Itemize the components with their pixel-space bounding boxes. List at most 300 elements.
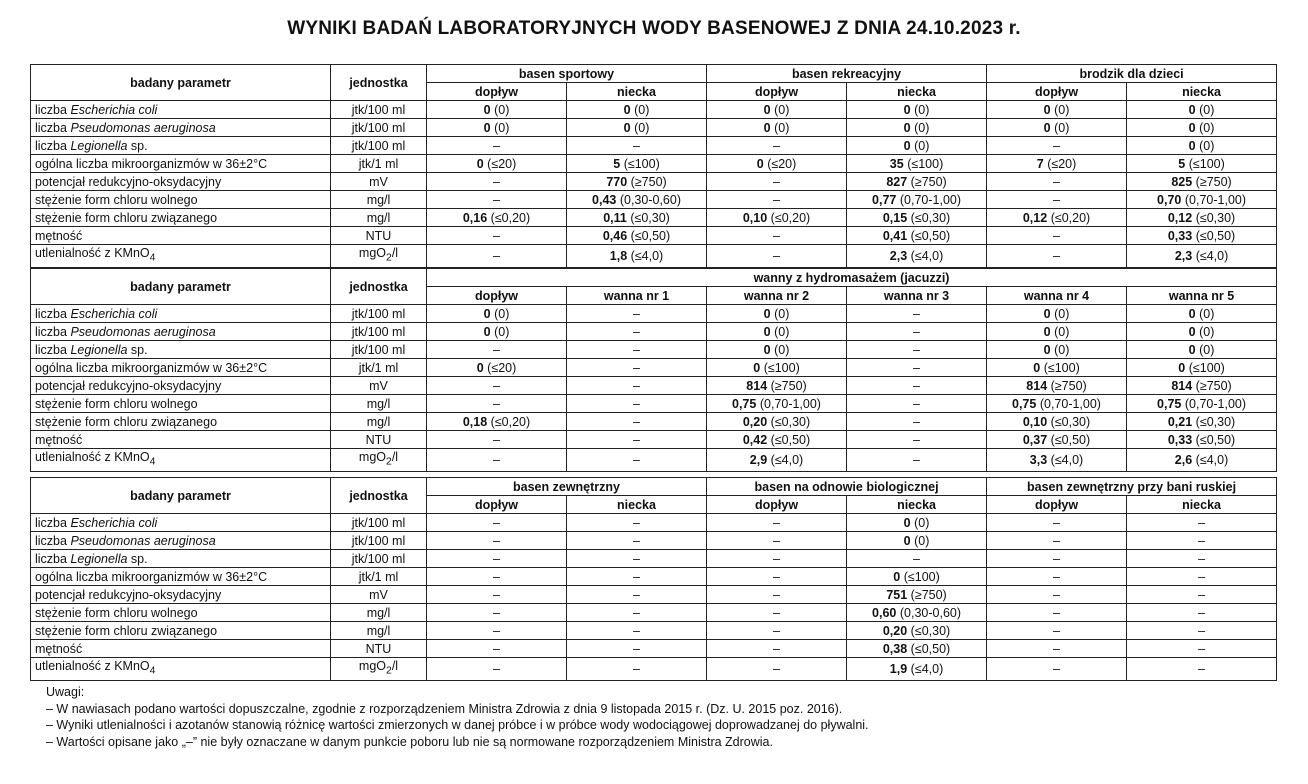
result-value: – xyxy=(913,551,920,566)
result-cell xyxy=(567,431,707,449)
table-row xyxy=(31,137,1277,155)
table-row xyxy=(31,359,1277,377)
result-cell xyxy=(987,101,1127,119)
table-row xyxy=(31,413,1277,431)
result-cell xyxy=(567,155,707,173)
subscript: 2 xyxy=(386,665,392,677)
result-value: 0,75 xyxy=(1012,396,1037,411)
unit-cell: mg/l xyxy=(331,604,427,622)
result-value: 751 xyxy=(886,587,908,602)
sample-point-header: dopływ xyxy=(987,496,1127,514)
result-cell xyxy=(427,209,567,227)
species-name: Escherichia coli xyxy=(70,515,158,530)
permissible-limit: (≤0,20) xyxy=(770,210,811,225)
result-cell xyxy=(1127,173,1277,191)
result-cell xyxy=(707,359,847,377)
param-column-header: badany parametr xyxy=(31,269,331,305)
result-cell xyxy=(427,137,567,155)
permissible-limit: (0) xyxy=(1199,324,1215,339)
sample-point-header: wanna nr 3 xyxy=(847,287,987,305)
result-value: – xyxy=(773,587,780,602)
permissible-limit: (0) xyxy=(774,102,790,117)
group-header: brodzik dla dzieci xyxy=(987,65,1277,83)
result-value: – xyxy=(1053,174,1060,189)
result-cell xyxy=(987,550,1127,568)
unit-cell: jtk/1 ml xyxy=(331,155,427,173)
result-cell xyxy=(1127,395,1277,413)
result-value: 825 xyxy=(1171,174,1193,189)
result-cell xyxy=(567,532,707,550)
permissible-limit: (≤20) xyxy=(487,360,517,375)
permissible-limit: (≤0,30) xyxy=(910,210,951,225)
result-value: – xyxy=(913,414,920,429)
result-value: 0,20 xyxy=(742,414,768,429)
results-table-2 xyxy=(30,268,1277,472)
result-cell xyxy=(847,658,987,681)
permissible-limit: (≤100) xyxy=(1188,360,1225,375)
result-value: 0 xyxy=(623,120,631,135)
result-cell xyxy=(847,532,987,550)
result-value: 0,37 xyxy=(1022,432,1048,447)
result-cell xyxy=(987,377,1127,395)
unit-cell: mg/l xyxy=(331,209,427,227)
result-cell xyxy=(567,101,707,119)
note-line: – W nawiasach podano wartości dopuszczalne, zgodnie z rozporządzeniem Ministra Zdrowia z dnia 9 listopada 2015 r. (Dz. U. 2015 poz. 2016). xyxy=(46,701,843,716)
result-value: – xyxy=(633,533,640,548)
permissible-limit: (≤0,50) xyxy=(1050,432,1091,447)
result-value: – xyxy=(1053,551,1060,566)
result-value: – xyxy=(773,605,780,620)
result-value: – xyxy=(633,432,640,447)
result-value: 1,8 xyxy=(609,248,628,263)
result-value: – xyxy=(493,515,500,530)
result-value: – xyxy=(913,452,920,467)
unit-cell: jtk/1 ml xyxy=(331,568,427,586)
table-row xyxy=(31,514,1277,532)
result-cell xyxy=(427,431,567,449)
permissible-limit: (0) xyxy=(914,102,930,117)
result-value: 0,12 xyxy=(1167,210,1193,225)
result-cell xyxy=(707,514,847,532)
result-value: – xyxy=(493,587,500,602)
table-row xyxy=(31,341,1277,359)
table-row xyxy=(31,431,1277,449)
table-row xyxy=(31,377,1277,395)
sample-point-header: wanna nr 2 xyxy=(707,287,847,305)
group-header: basen rekreacyjny xyxy=(707,65,987,83)
result-value: – xyxy=(633,605,640,620)
result-value: 0 xyxy=(756,156,764,171)
result-value: – xyxy=(633,587,640,602)
result-cell xyxy=(567,137,707,155)
result-value: – xyxy=(1198,515,1206,530)
result-cell xyxy=(707,209,847,227)
species-name: Legionella xyxy=(70,551,128,566)
result-value: 0 xyxy=(893,569,901,584)
permissible-limit: (≤0,50) xyxy=(910,228,951,243)
param-name: liczba Pseudomonas aeruginosa xyxy=(31,532,331,550)
param-name: potencjał redukcyjno-oksydacyjny xyxy=(31,586,331,604)
result-value: 0 xyxy=(483,102,491,117)
result-value: – xyxy=(493,138,500,153)
table-row xyxy=(31,209,1277,227)
param-name: liczba Legionella sp. xyxy=(31,137,331,155)
result-value: 0,77 xyxy=(872,192,897,207)
permissible-limit: (0) xyxy=(914,533,930,548)
permissible-limit: (≤4,0) xyxy=(910,661,944,676)
result-cell xyxy=(987,532,1127,550)
permissible-limit: (≥750) xyxy=(1195,378,1232,393)
result-cell xyxy=(987,341,1127,359)
result-value: 0,46 xyxy=(602,228,628,243)
permissible-limit: (0) xyxy=(494,306,510,321)
result-cell xyxy=(1127,191,1277,209)
result-cell xyxy=(847,431,987,449)
sample-point-header: niecka xyxy=(1127,83,1277,101)
result-cell xyxy=(847,586,987,604)
result-cell xyxy=(707,323,847,341)
result-value: 0 xyxy=(1033,360,1041,375)
result-value: 0 xyxy=(1188,120,1196,135)
unit-cell: jtk/1 ml xyxy=(331,359,427,377)
result-value: – xyxy=(493,551,500,566)
param-name: ogólna liczba mikroorganizmów w 36±2°C xyxy=(31,359,331,377)
param-name: utlenialność z KMnO$_4$ xyxy=(31,245,331,268)
result-cell xyxy=(987,323,1127,341)
permissible-limit: (0,70-1,00) xyxy=(899,192,962,207)
result-cell xyxy=(847,155,987,173)
unit-cell: NTU xyxy=(331,431,427,449)
result-cell xyxy=(1127,532,1277,550)
result-value: 0 xyxy=(763,120,771,135)
result-cell xyxy=(707,155,847,173)
table-row xyxy=(31,323,1277,341)
result-value: 0 xyxy=(476,156,484,171)
result-cell xyxy=(1127,640,1277,658)
result-value: – xyxy=(913,378,920,393)
result-value: 0,33 xyxy=(1167,228,1193,243)
permissible-limit: (≤4,0) xyxy=(910,248,944,263)
result-cell xyxy=(427,413,567,431)
result-value: 7 xyxy=(1036,156,1044,171)
param-name: stężenie form chloru wolnego xyxy=(31,604,331,622)
result-value: – xyxy=(493,248,500,263)
param-name: liczba Pseudomonas aeruginosa xyxy=(31,119,331,137)
result-value: 0 xyxy=(1043,306,1051,321)
result-value: – xyxy=(773,661,780,676)
result-value: – xyxy=(633,360,640,375)
result-cell xyxy=(987,305,1127,323)
table-row xyxy=(31,568,1277,586)
result-value: 0,42 xyxy=(742,432,768,447)
result-value: 0,15 xyxy=(882,210,908,225)
permissible-limit: (≤100) xyxy=(907,156,944,171)
permissible-limit: (≤4,0) xyxy=(1050,452,1084,467)
result-value: 0,21 xyxy=(1167,414,1193,429)
species-name: Pseudomonas aeruginosa xyxy=(70,533,216,548)
result-cell xyxy=(427,191,567,209)
permissible-limit: (0) xyxy=(1054,102,1070,117)
result-value: – xyxy=(773,641,780,656)
result-value: – xyxy=(773,569,780,584)
result-value: – xyxy=(493,192,500,207)
group-header: wanny z hydromasażem (jacuzzi) xyxy=(427,269,1277,287)
result-value: – xyxy=(773,228,780,243)
result-cell xyxy=(427,532,567,550)
result-cell xyxy=(567,568,707,586)
permissible-limit: (0) xyxy=(1054,324,1070,339)
result-value: 0 xyxy=(623,102,631,117)
result-cell xyxy=(987,568,1127,586)
result-cell xyxy=(847,413,987,431)
result-value: – xyxy=(773,515,780,530)
result-cell xyxy=(1127,359,1277,377)
result-cell xyxy=(847,245,987,268)
result-value: 5 xyxy=(613,156,621,171)
result-value: 1,9 xyxy=(889,661,908,676)
result-cell xyxy=(987,245,1127,268)
result-cell xyxy=(987,449,1127,472)
result-value: 0,10 xyxy=(742,210,768,225)
result-value: 0 xyxy=(903,138,911,153)
param-name: stężenie form chloru związanego xyxy=(31,413,331,431)
note-line: – Wartości opisane jako „–” nie były oznaczane w danym punkcie poboru lub nie są normowane rozporządzeniem Ministra Zdrowia. xyxy=(46,734,773,749)
permissible-limit: (0,30-0,60) xyxy=(899,605,962,620)
result-value: – xyxy=(1053,641,1060,656)
result-cell xyxy=(1127,155,1277,173)
result-value: 0 xyxy=(903,102,911,117)
sample-point-header: wanna nr 5 xyxy=(1127,287,1277,305)
result-cell xyxy=(707,245,847,268)
species-name: Escherichia coli xyxy=(70,102,158,117)
table-row xyxy=(31,658,1277,681)
sample-point-header: niecka xyxy=(1127,496,1277,514)
unit-cell: jtk/100 ml xyxy=(331,119,427,137)
result-cell xyxy=(1127,227,1277,245)
result-value: – xyxy=(493,661,500,676)
table-row xyxy=(31,604,1277,622)
result-cell xyxy=(567,119,707,137)
result-value: – xyxy=(493,342,500,357)
result-cell xyxy=(847,209,987,227)
result-cell xyxy=(847,191,987,209)
result-cell xyxy=(847,640,987,658)
result-cell xyxy=(1127,550,1277,568)
result-cell xyxy=(567,658,707,681)
result-value: 814 xyxy=(1026,378,1048,393)
sample-point-header: niecka xyxy=(567,496,707,514)
table-row xyxy=(31,173,1277,191)
result-value: – xyxy=(1053,228,1060,243)
permissible-limit: (≤0,30) xyxy=(630,210,670,225)
param-name: liczba Legionella sp. xyxy=(31,550,331,568)
permissible-limit: (≥750) xyxy=(910,587,947,602)
permissible-limit: (0,70-1,00) xyxy=(1184,396,1247,411)
param-name: ogólna liczba mikroorganizmów w 36±2°C xyxy=(31,155,331,173)
unit-cell: mgO$_2$/l xyxy=(331,449,427,472)
unit-column-header: jednostka xyxy=(331,65,427,101)
result-value: – xyxy=(633,569,640,584)
result-value: – xyxy=(1053,661,1060,676)
permissible-limit: (0) xyxy=(1199,306,1215,321)
result-cell xyxy=(707,640,847,658)
result-cell xyxy=(987,209,1127,227)
result-value: 0 xyxy=(1043,342,1051,357)
result-cell xyxy=(1127,622,1277,640)
result-value: – xyxy=(633,378,640,393)
param-name: stężenie form chloru wolnego xyxy=(31,191,331,209)
unit-cell: NTU xyxy=(331,640,427,658)
result-value: 0 xyxy=(483,324,491,339)
table-row xyxy=(31,119,1277,137)
unit-cell: jtk/100 ml xyxy=(331,305,427,323)
result-cell xyxy=(987,395,1127,413)
table-row xyxy=(31,155,1277,173)
permissible-limit: (≤20) xyxy=(1047,156,1077,171)
table-row xyxy=(31,101,1277,119)
permissible-limit: (≤0,30) xyxy=(770,414,811,429)
permissible-limit: (≤0,30) xyxy=(1195,414,1236,429)
subscript: 4 xyxy=(149,252,156,264)
result-cell xyxy=(567,377,707,395)
result-value: – xyxy=(773,174,780,189)
result-value: 0 xyxy=(763,306,771,321)
result-cell xyxy=(847,604,987,622)
table-row xyxy=(31,622,1277,640)
result-cell xyxy=(707,550,847,568)
unit-cell: jtk/100 ml xyxy=(331,341,427,359)
result-cell xyxy=(707,568,847,586)
param-name: liczba Pseudomonas aeruginosa xyxy=(31,323,331,341)
result-value: 0 xyxy=(1188,138,1196,153)
result-cell xyxy=(847,101,987,119)
param-name: stężenie form chloru związanego xyxy=(31,622,331,640)
table-row xyxy=(31,191,1277,209)
subscript: 4 xyxy=(149,665,156,677)
unit-cell: jtk/100 ml xyxy=(331,550,427,568)
species-name: Pseudomonas aeruginosa xyxy=(70,324,216,339)
results-table-1 xyxy=(30,64,1277,268)
result-value: – xyxy=(493,174,500,189)
permissible-limit: (≤0,50) xyxy=(630,228,671,243)
result-value: 0,38 xyxy=(882,641,908,656)
permissible-limit: (≤100) xyxy=(1043,360,1080,375)
sample-point-header: dopływ xyxy=(427,496,567,514)
result-value: – xyxy=(633,414,640,429)
sample-point-header: niecka xyxy=(847,83,987,101)
result-value: – xyxy=(1053,248,1060,263)
result-cell xyxy=(427,245,567,268)
param-name: stężenie form chloru wolnego xyxy=(31,395,331,413)
group-header: basen na odnowie biologicznej xyxy=(707,478,987,496)
result-value: – xyxy=(913,306,920,321)
result-value: 5 xyxy=(1178,156,1186,171)
result-value: 0 xyxy=(903,120,911,135)
result-cell xyxy=(567,245,707,268)
result-cell xyxy=(1127,514,1277,532)
result-cell xyxy=(427,155,567,173)
result-value: 0 xyxy=(483,306,491,321)
result-cell xyxy=(707,449,847,472)
result-value: 0,16 xyxy=(462,210,488,225)
result-cell xyxy=(847,377,987,395)
result-cell xyxy=(567,173,707,191)
permissible-limit: (≤100) xyxy=(623,156,660,171)
unit-cell: jtk/100 ml xyxy=(331,323,427,341)
result-cell xyxy=(427,227,567,245)
result-cell xyxy=(987,227,1127,245)
unit-cell: mgO$_2$/l xyxy=(331,245,427,268)
result-cell xyxy=(427,550,567,568)
result-cell xyxy=(847,449,987,472)
result-cell xyxy=(427,658,567,681)
result-cell xyxy=(427,640,567,658)
result-value: – xyxy=(1198,661,1206,676)
permissible-limit: (0) xyxy=(1199,342,1215,357)
header-row xyxy=(31,269,1277,287)
result-cell xyxy=(707,191,847,209)
table-row xyxy=(31,532,1277,550)
permissible-limit: (≤4,0) xyxy=(1195,452,1229,467)
result-value: – xyxy=(773,623,780,638)
permissible-limit: (≤0,50) xyxy=(770,432,811,447)
result-value: – xyxy=(1198,551,1206,566)
table-row xyxy=(31,550,1277,568)
result-cell xyxy=(1127,449,1277,472)
result-value: 814 xyxy=(1171,378,1193,393)
table-row xyxy=(31,305,1277,323)
result-cell xyxy=(427,101,567,119)
group-header: basen sportowy xyxy=(427,65,707,83)
result-cell xyxy=(567,449,707,472)
result-cell xyxy=(707,101,847,119)
permissible-limit: (≤0,30) xyxy=(910,623,951,638)
result-cell xyxy=(427,586,567,604)
result-value: 2,3 xyxy=(1174,248,1193,263)
unit-cell: mV xyxy=(331,377,427,395)
result-cell xyxy=(987,658,1127,681)
result-cell xyxy=(1127,323,1277,341)
unit-cell: jtk/100 ml xyxy=(331,514,427,532)
unit-cell: jtk/100 ml xyxy=(331,137,427,155)
permissible-limit: (≤20) xyxy=(487,156,517,171)
permissible-limit: (≤4,0) xyxy=(630,248,664,263)
result-cell xyxy=(427,305,567,323)
unit-column-header: jednostka xyxy=(331,478,427,514)
result-value: 770 xyxy=(606,174,628,189)
unit-cell: mg/l xyxy=(331,622,427,640)
param-name: liczba Escherichia coli xyxy=(31,101,331,119)
result-cell xyxy=(567,359,707,377)
result-value: – xyxy=(1198,587,1206,602)
result-cell xyxy=(987,640,1127,658)
result-cell xyxy=(987,622,1127,640)
result-cell xyxy=(847,514,987,532)
result-value: 0 xyxy=(763,324,771,339)
sample-point-header: wanna nr 4 xyxy=(987,287,1127,305)
result-cell xyxy=(567,604,707,622)
result-cell xyxy=(1127,137,1277,155)
result-value: 0,75 xyxy=(732,396,757,411)
result-value: – xyxy=(773,192,780,207)
result-value: – xyxy=(1053,587,1060,602)
result-cell xyxy=(427,119,567,137)
table-row xyxy=(31,227,1277,245)
permissible-limit: (≥750) xyxy=(910,174,947,189)
species-name: Legionella xyxy=(70,342,128,357)
result-value: 2,9 xyxy=(749,452,768,467)
result-value: 0 xyxy=(1188,342,1196,357)
